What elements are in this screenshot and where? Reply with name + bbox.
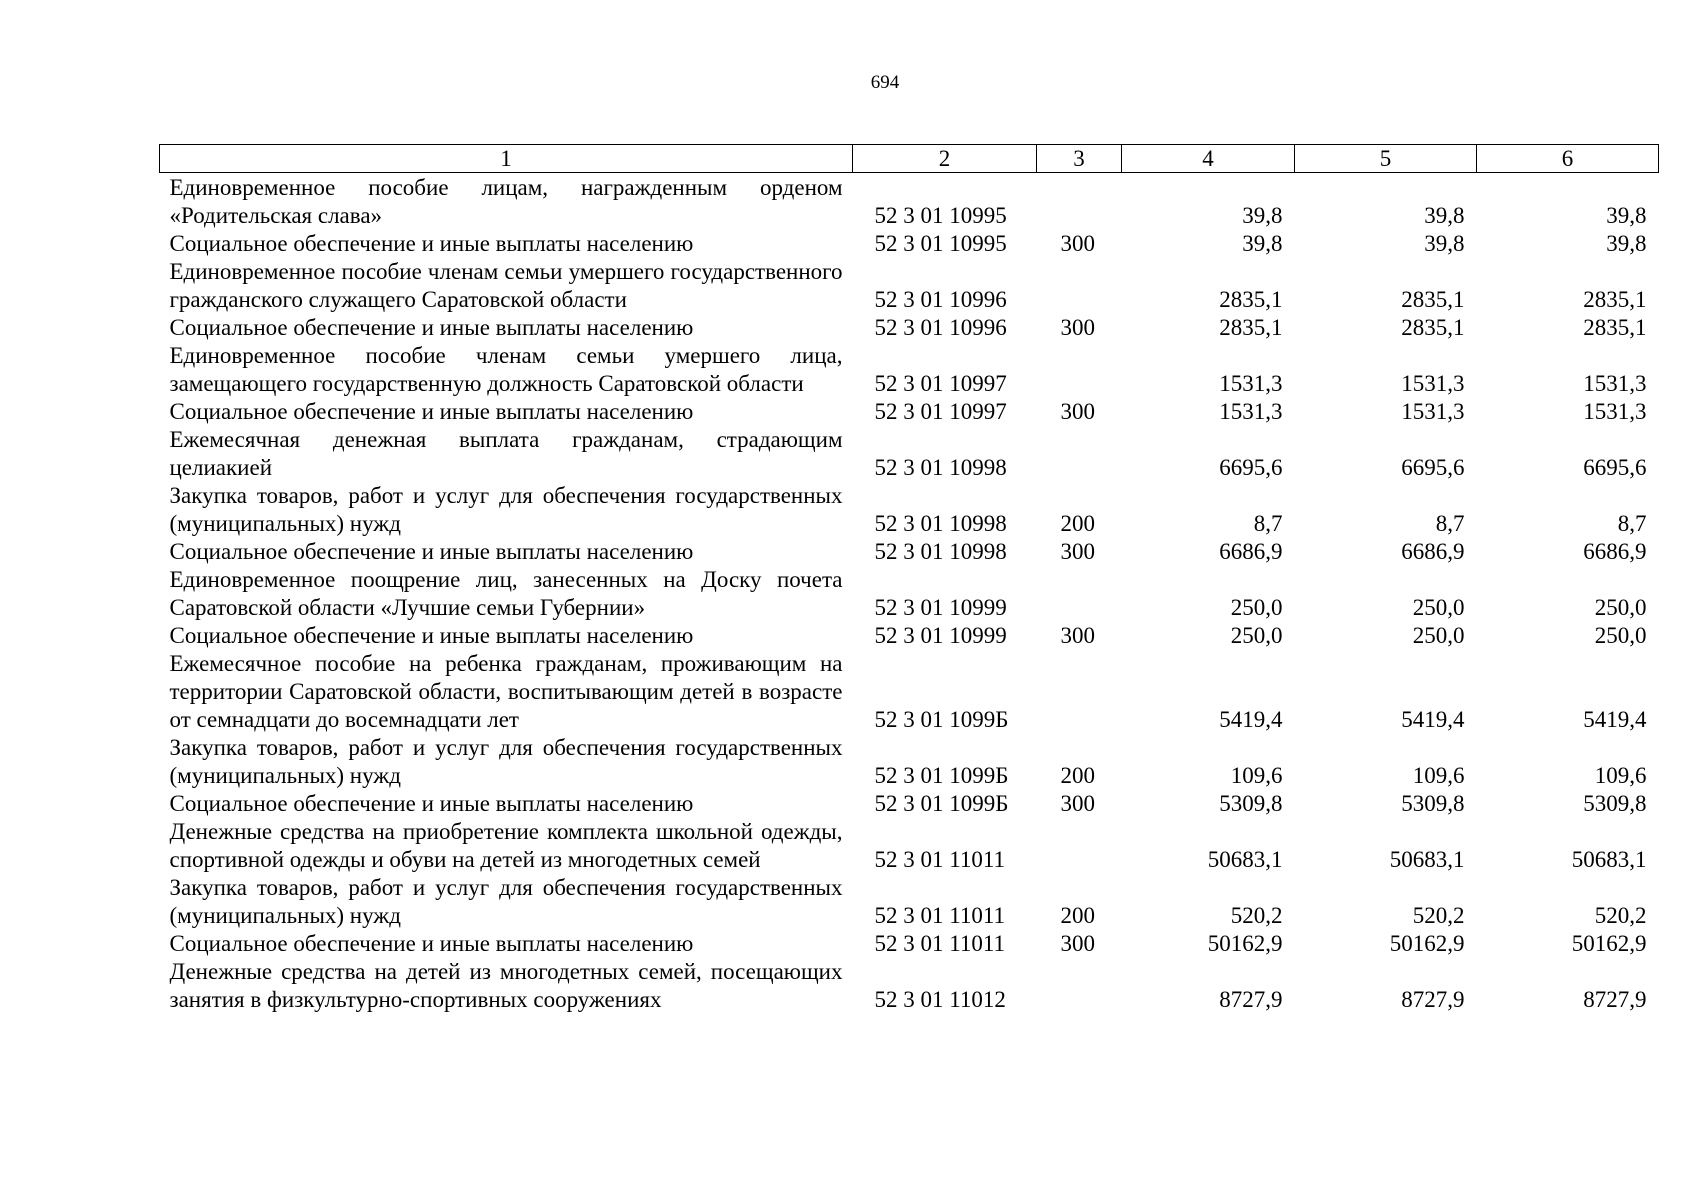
column-header-6: 6: [1477, 145, 1659, 173]
row-value-col4: 39,8: [1242, 231, 1283, 256]
row-description: Денежные средства на детей из многодетных семей, посещающих занятия в физкультурно-спортивных сооружениях: [169, 959, 843, 1012]
row-expense-kind: 200: [1060, 903, 1095, 928]
budget-table: [159, 144, 1659, 1014]
row-code: 52 3 01 1099Б: [874, 791, 1009, 816]
table-header-row: [160, 145, 1659, 173]
row-value-col6: 2835,1: [1583, 287, 1647, 312]
row-value-col6: 109,6: [1594, 763, 1647, 788]
row-code: 52 3 01 10998: [874, 511, 1007, 536]
row-description: Закупка товаров, работ и услуг для обеспечения государственных (муниципальных) нужд: [169, 735, 843, 788]
row-code: 52 3 01 10995: [874, 203, 1007, 228]
row-description: Денежные средства на приобретение комплекта школьной одежды, спортивной одежды и обуви на детей из многодетных семей: [169, 819, 843, 872]
row-value-col5: 109,6: [1412, 763, 1465, 788]
row-value-col4: 1531,3: [1219, 399, 1283, 424]
row-expense-kind: 200: [1060, 763, 1095, 788]
row-expense-kind: [1037, 173, 1122, 231]
row-value-col6: 50683,1: [1571, 847, 1647, 872]
table-row: [160, 173, 1659, 231]
row-value-col6: 8,7: [1617, 511, 1647, 536]
row-value-col6: 6686,9: [1583, 539, 1647, 564]
row-value-col4: 250,0: [1230, 623, 1283, 648]
row-value-col5: 50683,1: [1389, 847, 1465, 872]
table-row: [160, 566, 1659, 622]
table-row: [160, 314, 1659, 342]
row-value-col6: 6695,6: [1583, 455, 1647, 480]
row-value-col6: 8727,9: [1583, 987, 1647, 1012]
row-expense-kind: 300: [1060, 931, 1095, 956]
table-row: [160, 258, 1659, 314]
row-expense-kind: 200: [1060, 511, 1095, 536]
table-row: [160, 818, 1659, 874]
row-code: 52 3 01 1099Б: [874, 763, 1009, 788]
row-value-col5: 5419,4: [1401, 707, 1465, 732]
row-value-col4: 8727,9: [1219, 987, 1283, 1012]
row-code: 52 3 01 1099Б: [874, 707, 1009, 732]
row-expense-kind: [1037, 566, 1122, 622]
row-expense-kind: 300: [1060, 399, 1095, 424]
row-description: Единовременное поощрение лиц, занесенных на Доску почета Саратовской области «Лучшие семьи Губернии»: [169, 567, 843, 620]
row-value-col6: 520,2: [1594, 903, 1647, 928]
row-description: Социальное обеспечение и иные выплаты населению: [169, 399, 694, 424]
row-code: 52 3 01 10999: [874, 595, 1007, 620]
row-value-col4: 109,6: [1230, 763, 1283, 788]
row-description: Единовременное пособие членам семьи умершего государственного гражданского служащего Саратовской области: [169, 259, 843, 312]
row-value-col5: 39,8: [1424, 203, 1465, 228]
row-value-col6: 5419,4: [1583, 707, 1647, 732]
row-value-col4: 50683,1: [1207, 847, 1283, 872]
row-value-col5: 8727,9: [1401, 987, 1465, 1012]
row-expense-kind: [1037, 650, 1122, 734]
row-description: Единовременное пособие лицам, награжденным орденом «Родительская слава»: [169, 175, 843, 228]
row-code: 52 3 01 11011: [874, 847, 1006, 872]
row-expense-kind: [1037, 818, 1122, 874]
row-value-col5: 520,2: [1412, 903, 1465, 928]
row-code: 52 3 01 10998: [874, 539, 1007, 564]
row-value-col6: 2835,1: [1583, 315, 1647, 340]
row-expense-kind: [1037, 426, 1122, 482]
table-row: [160, 342, 1659, 398]
table-row: [160, 958, 1659, 1014]
table-row: [160, 874, 1659, 930]
row-value-col6: 1531,3: [1583, 399, 1647, 424]
table-row: [160, 398, 1659, 426]
row-expense-kind: 300: [1060, 231, 1095, 256]
row-value-col5: 5309,8: [1401, 791, 1465, 816]
row-value-col5: 1531,3: [1401, 371, 1465, 396]
row-code: 52 3 01 11011: [874, 931, 1006, 956]
row-code: 52 3 01 10998: [874, 455, 1007, 480]
table-row: [160, 426, 1659, 482]
row-value-col5: 50162,9: [1389, 931, 1465, 956]
row-description: Социальное обеспечение и иные выплаты населению: [169, 931, 694, 956]
row-expense-kind: [1037, 342, 1122, 398]
row-expense-kind: 300: [1060, 623, 1095, 648]
row-value-col6: 250,0: [1594, 595, 1647, 620]
row-expense-kind: 300: [1060, 315, 1095, 340]
row-expense-kind: [1037, 258, 1122, 314]
row-value-col6: 250,0: [1594, 623, 1647, 648]
row-code: 52 3 01 10995: [874, 231, 1007, 256]
row-value-col4: 6686,9: [1219, 539, 1283, 564]
row-value-col5: 6686,9: [1401, 539, 1465, 564]
row-code: 52 3 01 11012: [874, 987, 1006, 1012]
row-value-col4: 6695,6: [1219, 455, 1283, 480]
row-value-col5: 2835,1: [1401, 315, 1465, 340]
row-description: Социальное обеспечение и иные выплаты населению: [169, 791, 694, 816]
column-header-5: 5: [1295, 145, 1477, 173]
row-value-col6: 1531,3: [1583, 371, 1647, 396]
row-value-col5: 39,8: [1424, 231, 1465, 256]
row-value-col4: 2835,1: [1219, 287, 1283, 312]
column-header-3: 3: [1037, 145, 1122, 173]
row-value-col5: 250,0: [1412, 623, 1465, 648]
table-row: [160, 650, 1659, 734]
row-value-col4: 5309,8: [1219, 791, 1283, 816]
row-value-col5: 2835,1: [1401, 287, 1465, 312]
row-description: Ежемесячное пособие на ребенка гражданам, проживающим на территории Саратовской области, воспитывающим детей в возрасте от семнадцати до восемнадцати лет: [169, 651, 843, 732]
column-header-4: 4: [1122, 145, 1295, 173]
row-value-col4: 1531,3: [1219, 371, 1283, 396]
row-value-col5: 1531,3: [1401, 399, 1465, 424]
row-code: 52 3 01 11011: [874, 903, 1006, 928]
table-body: [160, 173, 1659, 1015]
row-code: 52 3 01 10997: [874, 399, 1007, 424]
row-value-col6: 5309,8: [1583, 791, 1647, 816]
row-expense-kind: [1037, 958, 1122, 1014]
row-code: 52 3 01 10999: [874, 623, 1007, 648]
row-value-col4: 5419,4: [1219, 707, 1283, 732]
row-code: 52 3 01 10997: [874, 371, 1007, 396]
column-header-2: 2: [853, 145, 1037, 173]
page-number: 694: [870, 72, 900, 93]
row-description: Ежемесячная денежная выплата гражданам, страдающим целиакией: [169, 427, 843, 480]
table-row: [160, 734, 1659, 790]
row-value-col4: 250,0: [1230, 595, 1283, 620]
column-header-1: 1: [160, 145, 853, 173]
row-description: Социальное обеспечение и иные выплаты населению: [169, 231, 694, 256]
row-value-col4: 39,8: [1242, 203, 1283, 228]
row-description: Единовременное пособие членам семьи умершего лица, замещающего государственную должность Саратовской области: [169, 343, 843, 396]
row-value-col4: 520,2: [1230, 903, 1283, 928]
row-value-col5: 250,0: [1412, 595, 1465, 620]
table-row: [160, 622, 1659, 650]
row-description: Социальное обеспечение и иные выплаты населению: [169, 315, 694, 340]
table-row: [160, 790, 1659, 818]
row-expense-kind: 300: [1060, 539, 1095, 564]
row-description: Социальное обеспечение и иные выплаты населению: [169, 623, 694, 648]
row-value-col4: 8,7: [1253, 511, 1283, 536]
row-value-col6: 39,8: [1606, 231, 1647, 256]
row-expense-kind: 300: [1060, 791, 1095, 816]
row-value-col6: 50162,9: [1571, 931, 1647, 956]
row-description: Социальное обеспечение и иные выплаты населению: [169, 539, 694, 564]
row-code: 52 3 01 10996: [874, 315, 1007, 340]
row-description: Закупка товаров, работ и услуг для обеспечения государственных (муниципальных) нужд: [169, 483, 843, 536]
row-value-col4: 2835,1: [1219, 315, 1283, 340]
table-row: [160, 538, 1659, 566]
table-row: [160, 230, 1659, 258]
row-value-col6: 39,8: [1606, 203, 1647, 228]
table-row: [160, 930, 1659, 958]
row-description: Закупка товаров, работ и услуг для обеспечения государственных (муниципальных) нужд: [169, 875, 843, 928]
row-value-col4: 50162,9: [1207, 931, 1283, 956]
row-value-col5: 8,7: [1435, 511, 1465, 536]
row-code: 52 3 01 10996: [874, 287, 1007, 312]
table-row: [160, 482, 1659, 538]
row-value-col5: 6695,6: [1401, 455, 1465, 480]
